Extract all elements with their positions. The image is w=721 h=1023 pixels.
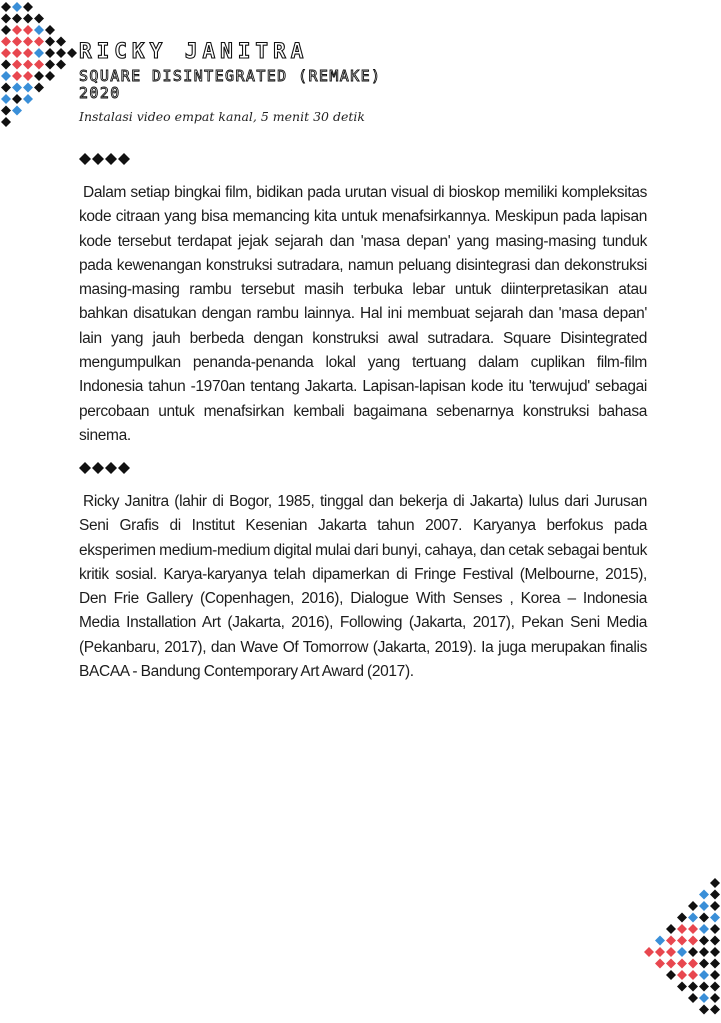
- pattern-diamond: [655, 936, 665, 946]
- pattern-diamond: [12, 25, 22, 35]
- pattern-diamond: [677, 982, 687, 992]
- pattern-diamond: [688, 993, 698, 1003]
- pattern-diamond: [688, 970, 698, 980]
- pattern-diamond: [12, 106, 22, 116]
- pattern-diamond: [710, 959, 720, 969]
- pattern-diamond: [655, 959, 665, 969]
- pattern-diamond: [677, 959, 687, 969]
- pattern-diamond: [699, 890, 709, 900]
- pattern-diamond: [666, 959, 676, 969]
- four-diamond-divider-icon: [79, 153, 139, 165]
- pattern-diamond: [34, 71, 44, 81]
- pattern-diamond: [699, 947, 709, 957]
- pattern-diamond: [12, 60, 22, 70]
- pattern-diamond: [23, 2, 33, 12]
- pattern-diamond: [710, 901, 720, 911]
- pattern-diamond: [23, 14, 33, 24]
- pattern-diamond: [12, 71, 22, 81]
- pattern-diamond: [699, 936, 709, 946]
- pattern-diamond: [644, 947, 654, 957]
- pattern-diamond: [56, 48, 66, 58]
- pattern-diamond: [1, 106, 11, 116]
- biography-paragraph: Ricky Janitra (lahir di Bogor, 1985, tinggal dan bekerja di Jakarta) lulus dari Jurusan Seni Grafis di Institut Kesenian Jakarta tahun 2007. Karyanya berfokus pada eksperimen medium-medium digital mulai dari bunyi, cahaya, dan cetak sebagai bentuk kritik sosial. Karya-karyanya telah dipamerkan di Fringe Festival (Melbourne, 2015), Den Frie Gallery (Copenhagen, 2016), Dialogue With Senses , Korea – Indonesia Media Installation Art (Jakarta, 2016), Following (Jakarta, 2017), Pekan Seni Media (Pekanbaru, 2017), dan Wave Of Tomorrow (Jakarta, 2019). Ia juga merupakan finalis BACAA - Bandung Contemporary Art Award (2017).: [79, 493, 647, 681]
- pattern-diamond: [699, 993, 709, 1003]
- header: [79, 40, 679, 124]
- pattern-diamond: [1, 83, 11, 93]
- pattern-diamond: [710, 982, 720, 992]
- pattern-diamond: [23, 48, 33, 58]
- pattern-diamond: [688, 982, 698, 992]
- pattern-diamond: [688, 924, 698, 934]
- pattern-diamond: [677, 924, 687, 934]
- pattern-diamond: [666, 970, 676, 980]
- pattern-diamond: [710, 890, 720, 900]
- pattern-diamond: [23, 94, 33, 104]
- pattern-diamond: [677, 913, 687, 923]
- pattern-diamond: [1, 25, 11, 35]
- four-diamond-divider-icon: [79, 462, 139, 474]
- pattern-diamond: [34, 60, 44, 70]
- pattern-diamond: [12, 37, 22, 47]
- pattern-diamond: [677, 947, 687, 957]
- pattern-diamond: [699, 924, 709, 934]
- pattern-diamond: [1, 71, 11, 81]
- pattern-diamond: [56, 37, 66, 47]
- pattern-diamond: [688, 901, 698, 911]
- pattern-diamond: [710, 947, 720, 957]
- top-left-pixel-pattern-icon: [0, 0, 80, 145]
- pattern-diamond: [666, 947, 676, 957]
- pattern-diamond: [34, 83, 44, 93]
- pattern-diamond: [1, 48, 11, 58]
- pattern-diamond: [710, 970, 720, 980]
- pattern-diamond: [23, 60, 33, 70]
- pattern-diamond: [688, 936, 698, 946]
- pattern-diamond: [23, 71, 33, 81]
- pattern-diamond: [67, 48, 77, 58]
- pattern-diamond: [699, 982, 709, 992]
- pattern-diamond: [34, 37, 44, 47]
- pattern-diamond: [12, 94, 22, 104]
- pattern-diamond: [710, 913, 720, 923]
- pattern-diamond: [1, 37, 11, 47]
- pattern-diamond: [699, 1005, 709, 1015]
- pattern-diamond: [688, 913, 698, 923]
- pattern-diamond: [688, 959, 698, 969]
- pattern-diamond: [655, 947, 665, 957]
- pattern-diamond: [12, 83, 22, 93]
- pattern-diamond: [710, 936, 720, 946]
- work-title: SQUARE DISINTEGRATED (REMAKE): [79, 67, 382, 85]
- pattern-diamond: [45, 60, 55, 70]
- pattern-diamond: [56, 60, 66, 70]
- pattern-diamond: [1, 117, 11, 127]
- pattern-diamond: [45, 37, 55, 47]
- work-medium: Instalasi video empat kanal, 5 menit 30 detik: [79, 109, 365, 124]
- pattern-diamond: [710, 993, 720, 1003]
- pattern-diamond: [45, 48, 55, 58]
- pattern-diamond: [34, 48, 44, 58]
- pattern-diamond: [710, 924, 720, 934]
- pattern-diamond: [677, 936, 687, 946]
- pattern-diamond: [699, 959, 709, 969]
- bottom-right-pixel-pattern-icon: [641, 875, 721, 1023]
- pattern-diamond: [677, 970, 687, 980]
- pattern-diamond: [23, 83, 33, 93]
- pattern-diamond: [1, 94, 11, 104]
- pattern-diamond: [1, 60, 11, 70]
- pattern-diamond: [34, 14, 44, 24]
- pattern-diamond: [12, 48, 22, 58]
- pattern-diamond: [12, 2, 22, 12]
- description-paragraph: Dalam setiap bingkai film, bidikan pada urutan visual di bioskop memiliki kompleksitas kode citraan yang bisa memancing kita untuk menafsirkannya. Meskipun pada lapisan kode tersebut terdapat jejak sejarah dan 'masa depan' yang masing-masing tunduk pada kewenangan konstruksi sutradara, namun peluang disintegrasi dan dekonstruksi masing-masing rambu tersebut masih terbuka lebar untuk diinterpretasikan atau bahkan disatukan dengan rambu lainnya. Hal ini membuat sejarah dan 'masa depan' lain yang jauh berbeda dengan konstruksi awal sutradara. Square Disintegrated mengumpulkan penanda-penanda lokal yang tertuang dalam cuplikan film-film Indonesia tahun -1970an tentang Jakarta. Lapisan-lapisan kode itu 'terwujud' sebagai percobaan untuk menafsirkan kembali bagaimana sebenarnya konstruksi bahasa sinema.: [79, 184, 647, 444]
- pattern-diamond: [699, 913, 709, 923]
- pattern-diamond: [1, 14, 11, 24]
- pattern-diamond: [12, 14, 22, 24]
- pattern-diamond: [710, 1005, 720, 1015]
- pattern-diamond: [23, 25, 33, 35]
- artist-name: RICKY JANITRA: [79, 39, 309, 63]
- pattern-diamond: [688, 947, 698, 957]
- pattern-diamond: [45, 71, 55, 81]
- pattern-diamond: [699, 901, 709, 911]
- pattern-diamond: [34, 25, 44, 35]
- pattern-diamond: [23, 37, 33, 47]
- work-year: 2020: [79, 84, 121, 102]
- pattern-diamond: [699, 970, 709, 980]
- pattern-diamond: [1, 2, 11, 12]
- pattern-diamond: [710, 878, 720, 888]
- pattern-diamond: [45, 25, 55, 35]
- pattern-diamond: [666, 924, 676, 934]
- pattern-diamond: [666, 936, 676, 946]
